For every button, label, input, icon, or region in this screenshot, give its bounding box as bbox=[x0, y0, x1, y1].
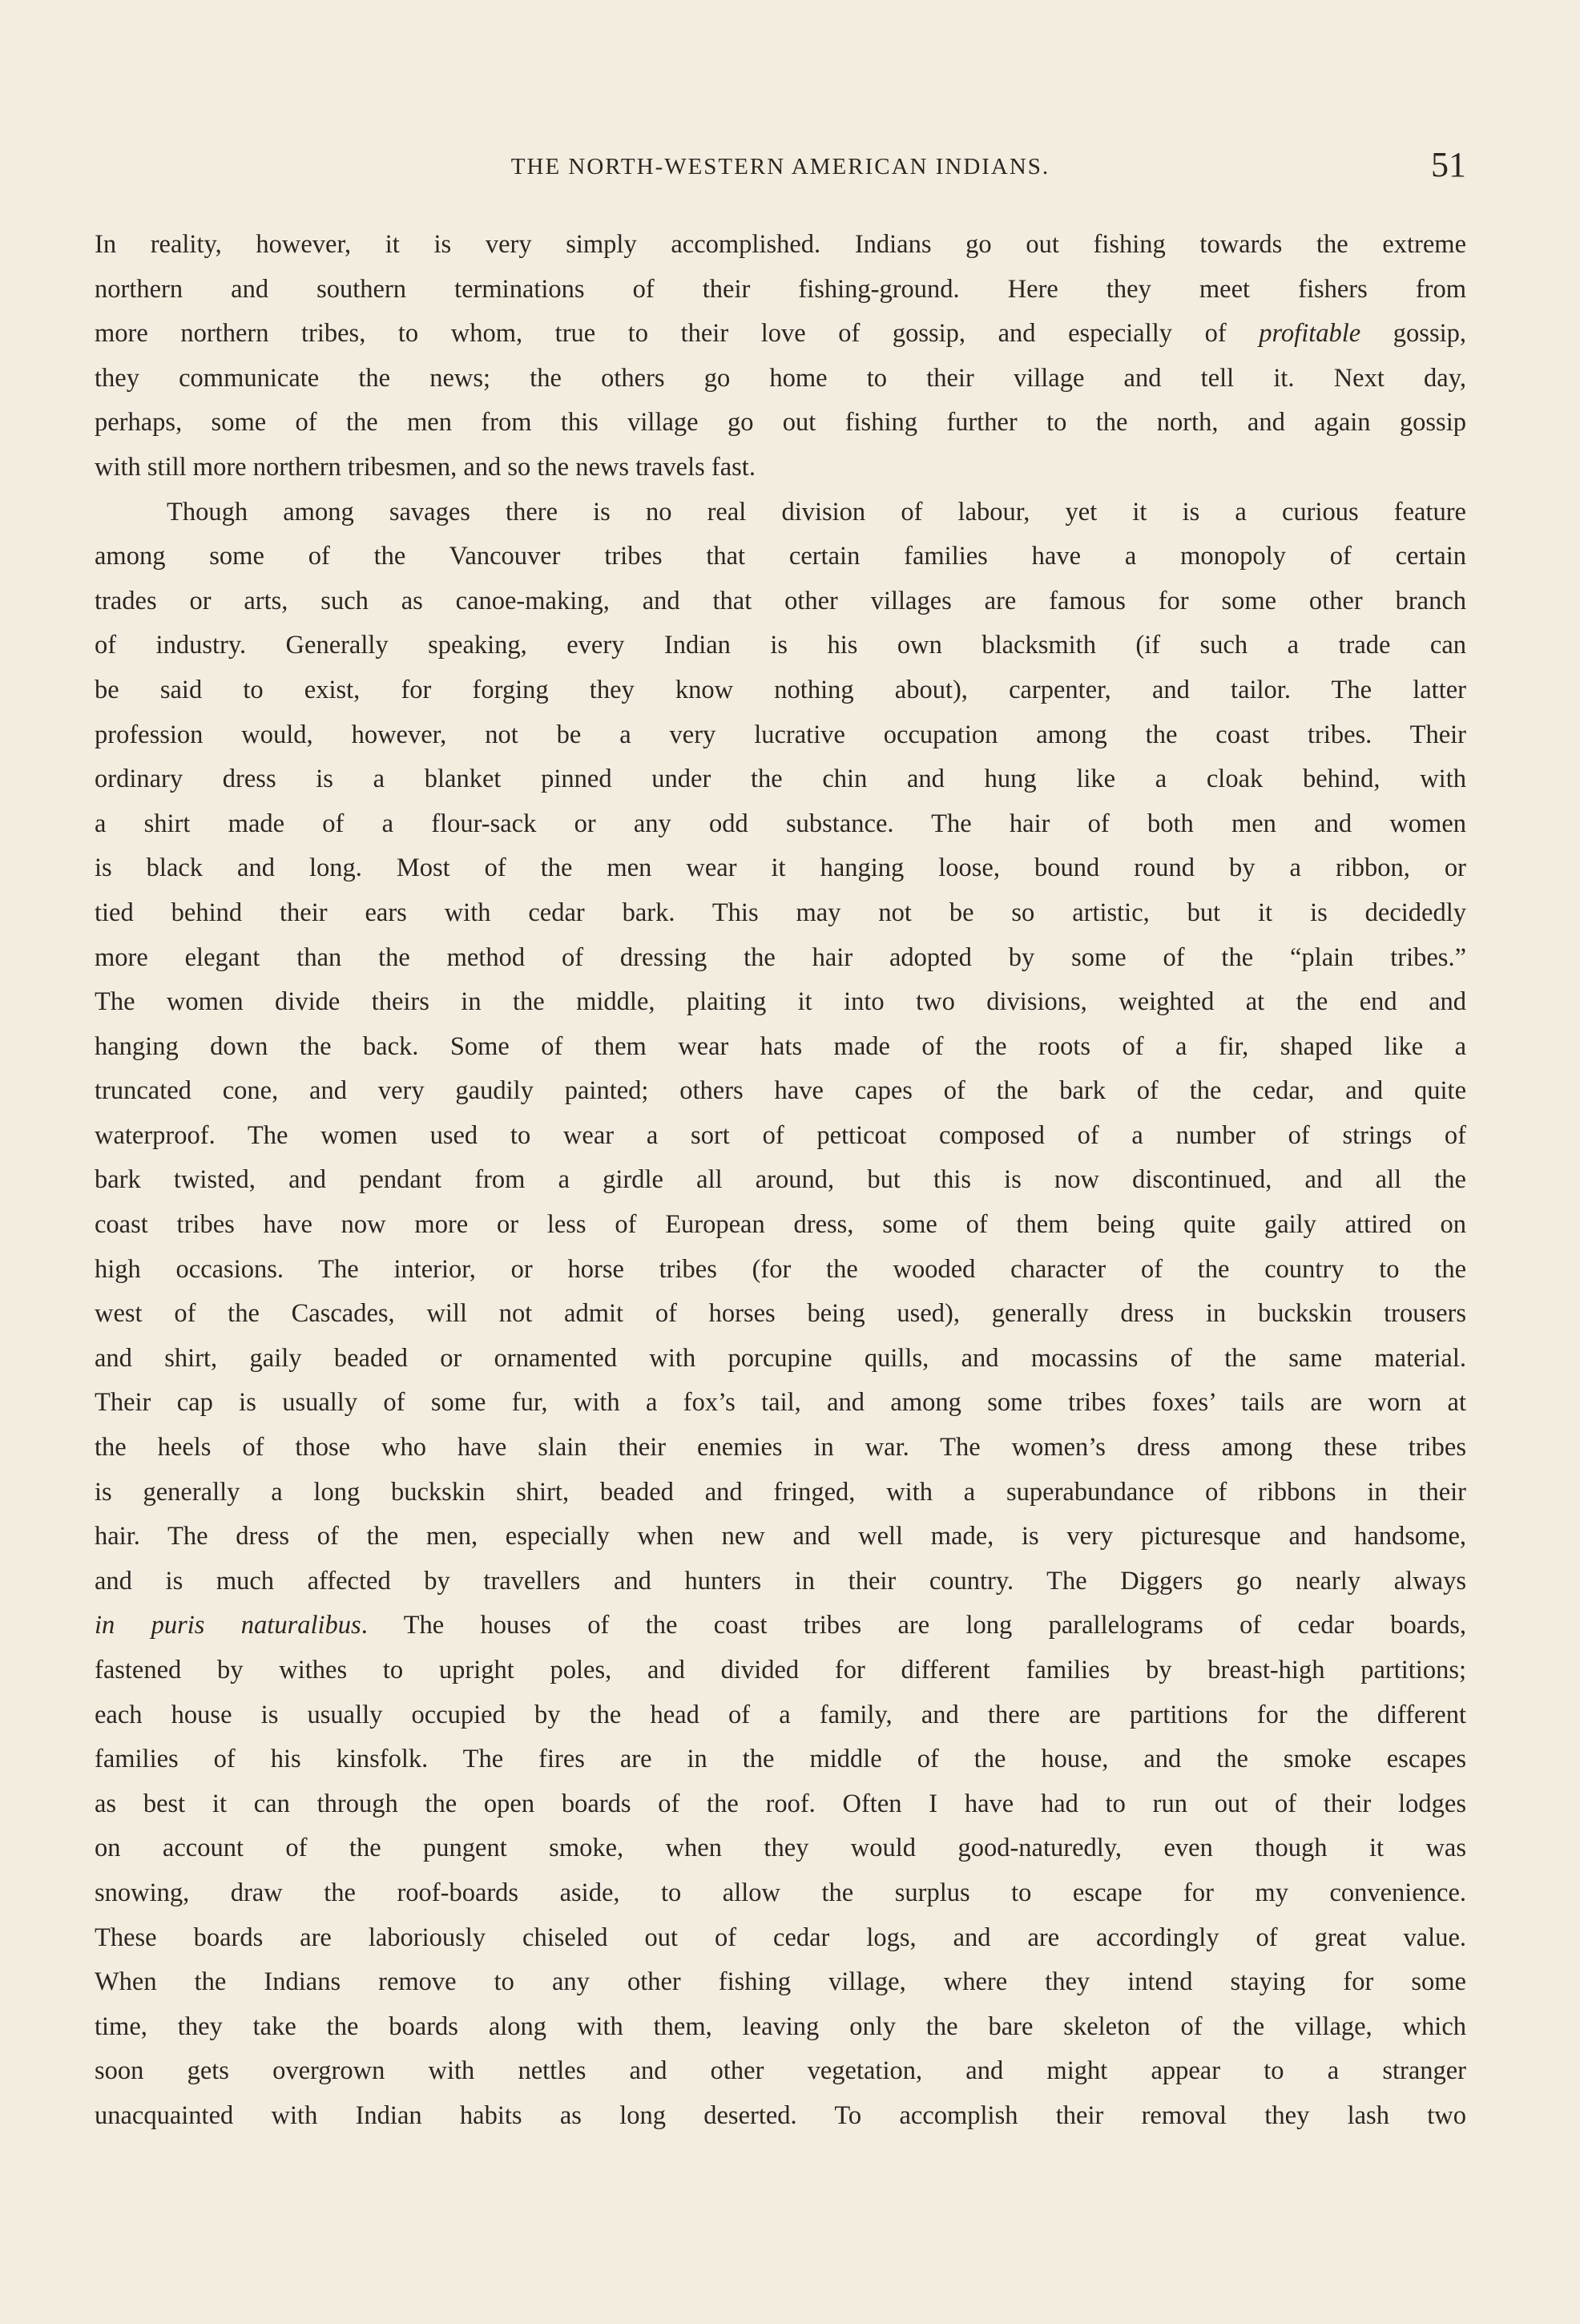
text-line: families of his kinsfolk. The fires are in the middle of the house, and the smoke escapes bbox=[95, 1745, 1466, 1774]
text-line: bark twisted, and pendant from a girdle all around, but this is now discontinued, and all the bbox=[95, 1165, 1466, 1195]
text-line: west of the Cascades, will not admit of horses being used), generally dress in buckskin trousers bbox=[95, 1299, 1466, 1329]
text-line: tied behind their ears with cedar bark. This may not be so artistic, but it is decidedly bbox=[95, 898, 1466, 927]
paragraph bbox=[95, 490, 1466, 2139]
text-line: in puris naturalibus. The houses of the coast tribes are long parallelograms of cedar boards, bbox=[95, 1611, 1466, 1640]
text-line: snowing, draw the roof-boards aside, to allow the surplus to escape for my convenience. bbox=[95, 1878, 1466, 1907]
text-line: northern and southern terminations of their fishing-ground. Here they meet fishers from bbox=[95, 274, 1466, 304]
text-line: is generally a long buckskin shirt, beaded and fringed, with a superabundance of ribbons in their bbox=[95, 1477, 1466, 1507]
text-line: with still more northern tribesmen, and so the news travels fast. bbox=[95, 452, 756, 482]
text-line: coast tribes have now more or less of European dress, some of them being quite gaily attired on bbox=[95, 1210, 1466, 1240]
text-line: they communicate the news; the others go home to their village and tell it. Next day, bbox=[95, 363, 1466, 393]
text-line: In reality, however, it is very simply accomplished. Indians go out fishing towards the extreme bbox=[95, 230, 1466, 259]
text-line: the heels of those who have slain their enemies in war. The women’s dress among these tribes bbox=[95, 1433, 1466, 1463]
paragraph bbox=[95, 223, 1466, 490]
text-line: ordinary dress is a blanket pinned under the chin and hung like a cloak behind, with bbox=[95, 765, 1466, 794]
text-line: Though among savages there is no real division of labour, yet it is a curious feature bbox=[167, 497, 1466, 527]
text-line: a shirt made of a flour-sack or any odd substance. The hair of both men and women bbox=[95, 809, 1466, 838]
text-line: soon gets overgrown with nettles and other vegetation, and might appear to a stranger bbox=[95, 2056, 1466, 2086]
text-line: on account of the pungent smoke, when they would good-naturedly, even though it was bbox=[95, 1834, 1466, 1863]
page-header bbox=[95, 145, 1466, 197]
text-line: fastened by withes to upright poles, and divided for different families by breast-high partitions; bbox=[95, 1656, 1466, 1684]
text-line: When the Indians remove to any other fishing village, where they intend staying for some bbox=[95, 1967, 1466, 1997]
text-line: high occasions. The interior, or horse tribes (for the wooded character of the country to the bbox=[95, 1254, 1466, 1284]
text-line: profession would, however, not be a very lucrative occupation among the coast tribes. Their bbox=[95, 720, 1466, 749]
text-line: trades or arts, such as canoe-making, and that other villages are famous for some other branch bbox=[95, 586, 1466, 615]
text-line: truncated cone, and very gaudily painted; others have capes of the bark of the cedar, and quite bbox=[95, 1076, 1466, 1106]
text-line: unacquainted with Indian habits as long deserted. To accomplish their removal they lash two bbox=[95, 2100, 1466, 2130]
page-number: 51 bbox=[1431, 145, 1466, 184]
text-line: as best it can through the open boards of the roof. Often I have had to run out of their lodges bbox=[95, 1789, 1466, 1818]
text-line: is black and long. Most of the men wear it hanging loose, bound round by a ribbon, or bbox=[95, 853, 1466, 883]
text-line: more elegant than the method of dressing the hair adopted by some of the “plain tribes.” bbox=[95, 942, 1466, 972]
text-line: waterproof. The women used to wear a sort of petticoat composed of a number of strings of bbox=[95, 1120, 1466, 1150]
text-line: and is much affected by travellers and hunters in their country. The Diggers go nearly always bbox=[95, 1566, 1466, 1596]
text-line: and shirt, gaily beaded or ornamented with porcupine quills, and mocassins of the same material. bbox=[95, 1343, 1466, 1373]
italic-phrase: in puris naturalibus bbox=[95, 1611, 361, 1640]
italic-phrase: profitable bbox=[1259, 319, 1361, 349]
text-line: time, they take the boards along with them, leaving only the bare skeleton of the village, which bbox=[95, 2011, 1466, 2041]
running-title: THE NORTH-WESTERN AMERICAN INDIANS. bbox=[510, 154, 1050, 180]
text-line: hanging down the back. Some of them wear hats made of the roots of a fir, shaped like a bbox=[95, 1031, 1466, 1061]
text-line: of industry. Generally speaking, every Indian is his own blacksmith (if such a trade can bbox=[95, 631, 1466, 660]
text-line: perhaps, some of the men from this village go out fishing further to the north, and again gossip bbox=[95, 408, 1466, 438]
text-line: more northern tribes, to whom, true to their love of gossip, and especially of profitable gossip, bbox=[95, 319, 1466, 349]
text-line: These boards are laboriously chiseled out of cedar logs, and are accordingly of great value. bbox=[95, 1923, 1466, 1952]
text-line: Their cap is usually of some fur, with a fox’s tail, and among some tribes foxes’ tails are worn at bbox=[95, 1388, 1466, 1418]
body-text bbox=[95, 223, 1466, 2139]
text-line: each house is usually occupied by the head of a family, and there are partitions for the different bbox=[95, 1700, 1466, 1729]
text-line: among some of the Vancouver tribes that certain families have a monopoly of certain bbox=[95, 542, 1466, 571]
text-line: hair. The dress of the men, especially when new and well made, is very picturesque and handsome, bbox=[95, 1522, 1466, 1551]
text-line: be said to exist, for forging they know nothing about), carpenter, and tailor. The latter bbox=[95, 675, 1466, 704]
text-line: The women divide theirs in the middle, plaiting it into two divisions, weighted at the end and bbox=[95, 987, 1466, 1017]
